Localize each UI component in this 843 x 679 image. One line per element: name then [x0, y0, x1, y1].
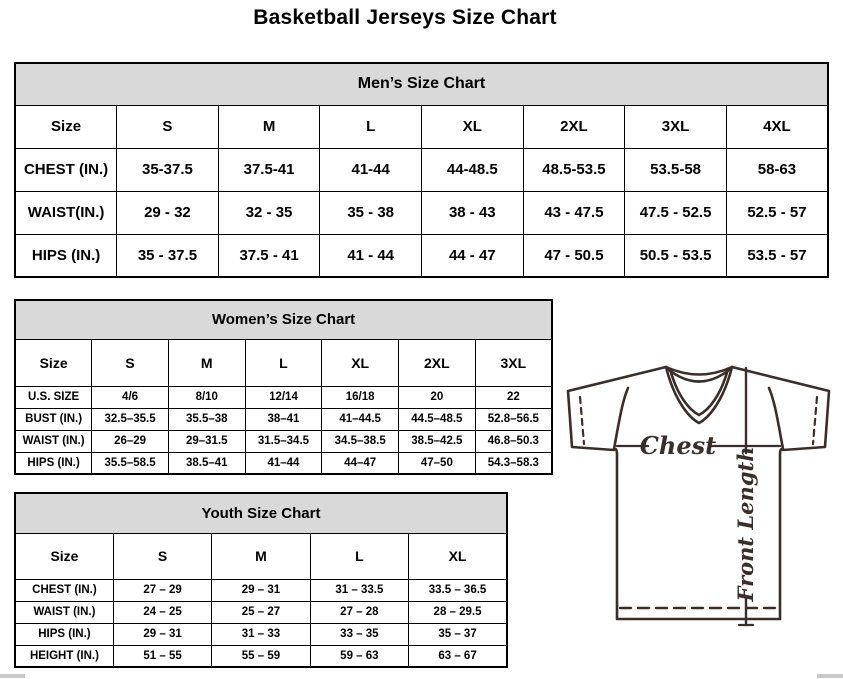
size-value-cell: 16/18	[322, 386, 399, 408]
size-value-cell: 37.5 - 41	[218, 234, 320, 277]
column-header: S	[113, 533, 211, 579]
row-label: BUST (IN.)	[15, 408, 92, 430]
row-label: CHEST (IN.)	[15, 148, 117, 191]
row-label: WAIST (IN.)	[15, 601, 113, 623]
column-header: L	[320, 105, 422, 148]
table-row	[15, 191, 828, 234]
row-label: WAIST (IN.)	[15, 430, 92, 452]
size-value-cell: 38.5–41	[168, 452, 245, 474]
size-value-cell: 38.5–42.5	[399, 430, 476, 452]
size-value-cell: 54.3–58.3	[475, 452, 552, 474]
size-value-cell: 27 – 28	[310, 601, 408, 623]
size-value-cell: 35.5–38	[168, 408, 245, 430]
size-value-cell: 35-37.5	[117, 148, 219, 191]
column-header: S	[117, 105, 219, 148]
size-value-cell: 47.5 - 52.5	[625, 191, 727, 234]
column-header: XL	[322, 339, 399, 386]
table-row	[15, 234, 828, 277]
table-row	[15, 430, 552, 452]
column-header: L	[245, 339, 322, 386]
size-value-cell: 4/6	[92, 386, 169, 408]
size-value-cell: 41–44.5	[322, 408, 399, 430]
front-length-label: Front Length	[733, 446, 758, 602]
size-value-cell: 31.5–34.5	[245, 430, 322, 452]
size-value-cell: 25 – 27	[212, 601, 310, 623]
column-header: XL	[409, 533, 507, 579]
size-value-cell: 32.5–35.5	[92, 408, 169, 430]
size-value-cell: 47 - 50.5	[523, 234, 625, 277]
size-value-cell: 41 - 44	[320, 234, 422, 277]
table-row	[15, 623, 507, 645]
table-row	[15, 408, 552, 430]
size-value-cell: 33 – 35	[310, 623, 408, 645]
table-row	[15, 148, 828, 191]
size-value-cell: 24 – 25	[113, 601, 211, 623]
size-value-cell: 31 – 33	[212, 623, 310, 645]
column-header: S	[92, 339, 169, 386]
column-header: XL	[422, 105, 524, 148]
table-row	[15, 601, 507, 623]
size-value-cell: 51 – 55	[113, 645, 211, 667]
size-value-cell: 59 – 63	[310, 645, 408, 667]
size-value-cell: 29 – 31	[212, 579, 310, 601]
chest-label: Chest	[639, 431, 717, 460]
youth-size-chart-table	[14, 492, 508, 668]
table-row	[15, 645, 507, 667]
size-value-cell: 31 – 33.5	[310, 579, 408, 601]
column-header: L	[310, 533, 408, 579]
size-value-cell: 58-63	[726, 148, 828, 191]
womens-table	[14, 299, 553, 475]
armhole-seam-left	[614, 388, 628, 449]
size-value-cell: 52.5 - 57	[726, 191, 828, 234]
column-header: Size	[15, 105, 117, 148]
row-label: HIPS (IN.)	[15, 623, 113, 645]
size-value-cell: 53.5 - 57	[726, 234, 828, 277]
size-value-cell: 37.5-41	[218, 148, 320, 191]
size-value-cell: 29 – 31	[113, 623, 211, 645]
womens-table-title: Women’s Size Chart	[15, 300, 552, 339]
size-value-cell: 35.5–58.5	[92, 452, 169, 474]
table-row	[15, 386, 552, 408]
youth-table	[14, 492, 508, 668]
column-header: 3XL	[475, 339, 552, 386]
horizontal-scrollbar-fragment-right[interactable]	[817, 674, 843, 678]
page-title: Basketball Jerseys Size Chart	[253, 6, 557, 29]
size-value-cell: 28 – 29.5	[409, 601, 507, 623]
size-value-cell: 53.5-58	[625, 148, 727, 191]
size-value-cell: 27 – 29	[113, 579, 211, 601]
horizontal-scrollbar-fragment-left[interactable]	[0, 674, 25, 678]
size-value-cell: 35 - 37.5	[117, 234, 219, 277]
size-value-cell: 35 – 37	[409, 623, 507, 645]
column-header: 4XL	[726, 105, 828, 148]
row-label: WAIST(IN.)	[15, 191, 117, 234]
size-value-cell: 50.5 - 53.5	[625, 234, 727, 277]
size-value-cell: 41–44	[245, 452, 322, 474]
size-value-cell: 48.5-53.5	[523, 148, 625, 191]
mens-size-chart-table	[14, 62, 829, 278]
size-value-cell: 63 – 67	[409, 645, 507, 667]
size-value-cell: 46.8–50.3	[475, 430, 552, 452]
size-value-cell: 52.8–56.5	[475, 408, 552, 430]
size-value-cell: 34.5–38.5	[322, 430, 399, 452]
size-value-cell: 44 - 47	[422, 234, 524, 277]
size-value-cell: 44–47	[322, 452, 399, 474]
row-label: CHEST (IN.)	[15, 579, 113, 601]
size-value-cell: 38 - 43	[422, 191, 524, 234]
size-value-cell: 33.5 – 36.5	[409, 579, 507, 601]
column-header: M	[168, 339, 245, 386]
column-header: M	[212, 533, 310, 579]
row-label: HEIGHT (IN.)	[15, 645, 113, 667]
womens-size-chart-table	[14, 299, 553, 475]
column-header: 2XL	[399, 339, 476, 386]
size-value-cell: 8/10	[168, 386, 245, 408]
size-value-cell: 55 – 59	[212, 645, 310, 667]
size-value-cell: 41-44	[320, 148, 422, 191]
size-value-cell: 32 - 35	[218, 191, 320, 234]
size-value-cell: 44-48.5	[422, 148, 524, 191]
jersey-outline	[568, 367, 829, 619]
mens-table	[14, 62, 829, 278]
table-row	[15, 452, 552, 474]
size-value-cell: 35 - 38	[320, 191, 422, 234]
sleeve-dash-right	[813, 397, 817, 444]
size-value-cell: 43 - 47.5	[523, 191, 625, 234]
armhole-seam-right	[769, 388, 783, 449]
size-value-cell: 20	[399, 386, 476, 408]
size-value-cell: 47–50	[399, 452, 476, 474]
row-label: HIPS (IN.)	[15, 234, 117, 277]
youth-table-title: Youth Size Chart	[15, 493, 507, 533]
column-header: Size	[15, 533, 113, 579]
size-value-cell: 29–31.5	[168, 430, 245, 452]
size-value-cell: 22	[475, 386, 552, 408]
row-label: U.S. SIZE	[15, 386, 92, 408]
size-value-cell: 29 - 32	[117, 191, 219, 234]
mens-table-title: Men’s Size Chart	[15, 63, 828, 105]
table-row	[15, 579, 507, 601]
jersey-measurement-diagram	[556, 357, 843, 659]
size-value-cell: 26–29	[92, 430, 169, 452]
column-header: 3XL	[625, 105, 727, 148]
sleeve-dash-left	[580, 397, 584, 444]
size-value-cell: 38–41	[245, 408, 322, 430]
column-header: M	[218, 105, 320, 148]
row-label: HIPS (IN.)	[15, 452, 92, 474]
column-header: 2XL	[523, 105, 625, 148]
column-header: Size	[15, 339, 92, 386]
size-value-cell: 44.5–48.5	[399, 408, 476, 430]
size-value-cell: 12/14	[245, 386, 322, 408]
